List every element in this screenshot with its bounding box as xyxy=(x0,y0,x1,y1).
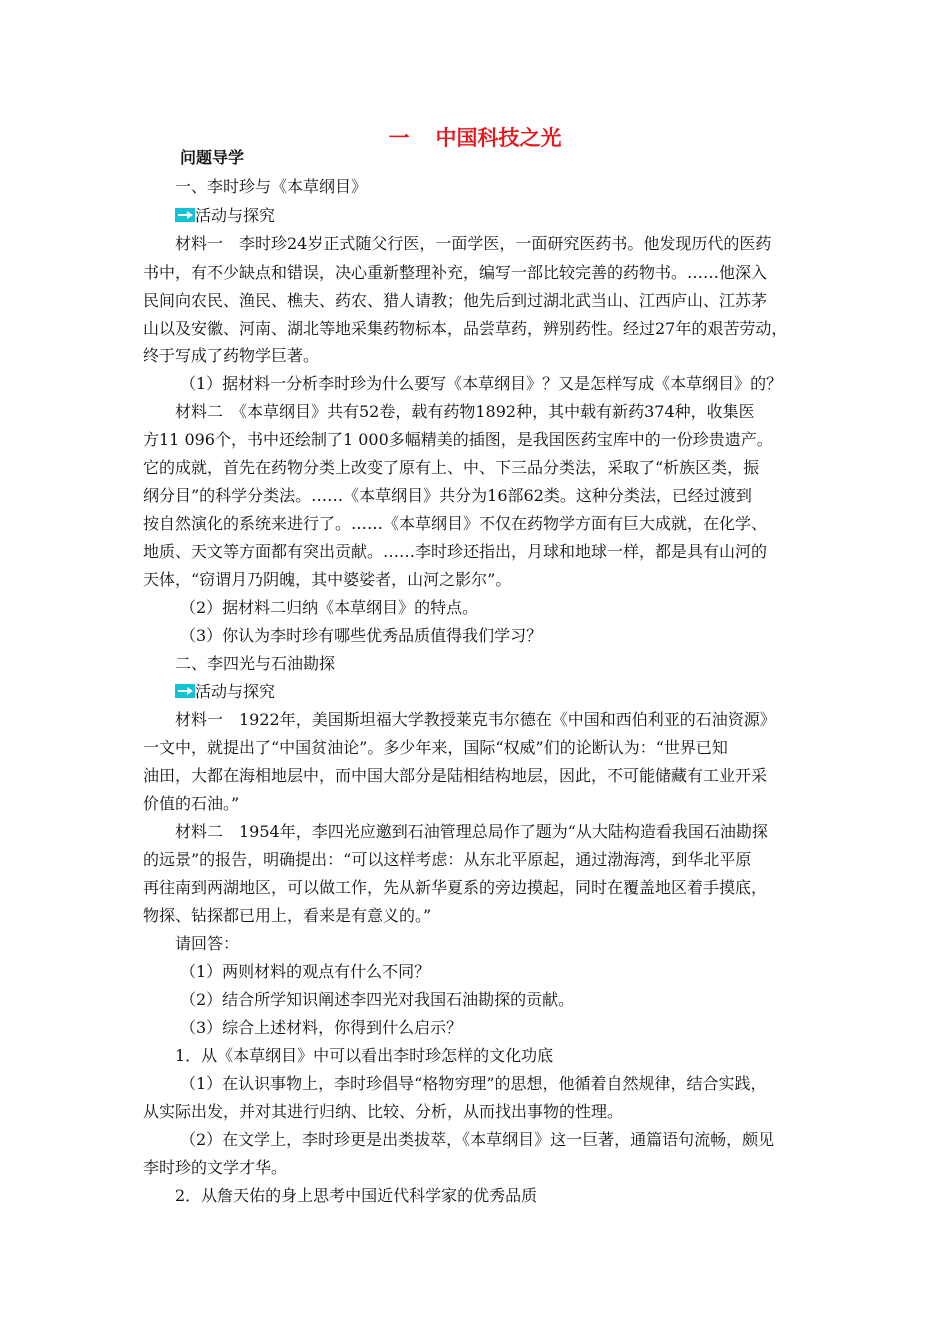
paragraph-line: 物探、钻探都已用上，看来是有意义的。” xyxy=(143,906,432,925)
paragraph-line: 再往南到两湖地区，可以做工作，先从新华夏系的旁边摸起，同时在覆盖地区着手摸底， xyxy=(143,878,768,897)
activity-label-2: 活动与探究 xyxy=(195,682,276,701)
paragraph-line: 终于写成了药物学巨著。 xyxy=(143,346,320,365)
question-line: （1）两则材料的观点有什么不同？ xyxy=(180,962,431,981)
question-line: （3）你认为李时珍有哪些优秀品质值得我们学习？ xyxy=(180,626,543,645)
paragraph-line: 按自然演化的系统来进行了。……《本草纲目》不仅在药物学方面有巨大成就，在化学、 xyxy=(143,514,768,533)
paragraph-line: 山以及安徽、河南、湖北等地采集药物标本，品尝草药，辨别药性。经过27年的艰苦劳动， xyxy=(143,319,788,338)
paragraph-line: 李时珍的文学才华。 xyxy=(143,1158,288,1177)
paragraph-line: 油田，大都在海相地层中，而中国大部分是陆相结构地层，因此，不可能储藏有工业开采 xyxy=(143,766,768,785)
numbered-heading-2: 2．从詹天佑的身上思考中国近代科学家的优秀品质 xyxy=(175,1186,538,1205)
activity-label-1: 活动与探究 xyxy=(195,206,276,225)
arrow-right-icon xyxy=(175,684,195,698)
activity-heading-1 xyxy=(175,205,855,227)
paragraph-line: （1）在认识事物上，李时珍倡导“格物穷理”的思想，他循着自然规律，结合实践， xyxy=(180,1074,767,1093)
paragraph-line: 材料一 1922年，美国斯坦福大学教授莱克韦尔德在《中国和西伯利亚的石油资源》 xyxy=(175,710,776,729)
question-line: （1）据材料一分析李时珍为什么要写《本草纲目》？又是怎样写成《本草纲目》的？ xyxy=(180,374,783,393)
paragraph-line: 材料二 《本草纲目》共有52卷，载有药物1892种，其中载有新药374种，收集医 xyxy=(175,402,755,421)
paragraph-line: （2）在文学上，李时珍更是出类拔萃，《本草纲目》这一巨著，通篇语句流畅，颇见 xyxy=(180,1130,775,1149)
section-heading-1: 一、李时珍与《本草纲目》 xyxy=(175,177,368,196)
section-heading-2: 二、李四光与石油勘探 xyxy=(175,654,336,673)
activity-heading-2 xyxy=(175,681,855,703)
paragraph-line: 天体，“窃谓月乃阴魄，其中婆娑者，山河之影尔”。 xyxy=(143,570,512,589)
question-line: （2）结合所学知识阐述李四光对我国石油勘探的贡献。 xyxy=(180,990,575,1009)
question-line: （2）据材料二归纳《本草纲目》的特点。 xyxy=(180,598,479,617)
section-heading-guide: 问题导学 xyxy=(180,148,245,167)
paragraph-line: 的远景”的报告，明确提出：“可以这样考虑：从东北平原起，通过渤海湾，到华北平原 xyxy=(143,850,752,869)
arrow-right-icon xyxy=(175,208,195,222)
paragraph-line: 价值的石油。” xyxy=(143,794,240,813)
paragraph-line: 纲分目”的科学分类法。……《本草纲目》共分为16部62类。这种分类法，已经过渡到 xyxy=(143,486,752,505)
paragraph-line: 从实际出发，并对其进行归纳、比较、分析，从而找出事物的性理。 xyxy=(143,1102,624,1121)
prompt-line: 请回答： xyxy=(175,934,240,953)
paragraph-line: 一文中，就提出了“中国贫油论”。多少年来，国际“权威”们的论断认为：“世界已知 xyxy=(143,738,728,757)
paragraph-line: 民间向农民、渔民、樵夫、药农、猎人请教；他先后到过湖北武当山、江西庐山、江苏茅 xyxy=(143,291,768,310)
paragraph-line: 地质、天文等方面都有突出贡献。……李时珍还指出，月球和地球一样，都是具有山河的 xyxy=(143,542,768,561)
numbered-heading-1: 1．从《本草纲目》中可以看出李时珍怎样的文化功底 xyxy=(175,1046,554,1065)
title-text: 中国科技之光 xyxy=(435,126,562,150)
paragraph-line: 材料二 1954年，李四光应邀到石油管理总局作了题为“从大陆构造看我国石油勘探 xyxy=(175,822,768,841)
title-number: 一 xyxy=(388,126,410,150)
question-line: （3）综合上述材料，你得到什么启示？ xyxy=(180,1018,463,1037)
paragraph-line: 它的成就，首先在药物分类上改变了原有上、中、下三品分类法，采取了“析族区类，振 xyxy=(143,458,760,477)
paragraph-line: 书中，有不少缺点和错误，决心重新整理补充，编写一部比较完善的药物书。……他深入 xyxy=(143,263,768,282)
paragraph-line: 材料一 李时珍24岁正式随父行医，一面学医，一面研究医药书。他发现历代的医药 xyxy=(175,234,772,253)
paragraph-line: 方11 096个，书中还绘制了1 000多幅精美的插图，是我国医药宝库中的一份珍贵遗产。 xyxy=(143,430,773,449)
